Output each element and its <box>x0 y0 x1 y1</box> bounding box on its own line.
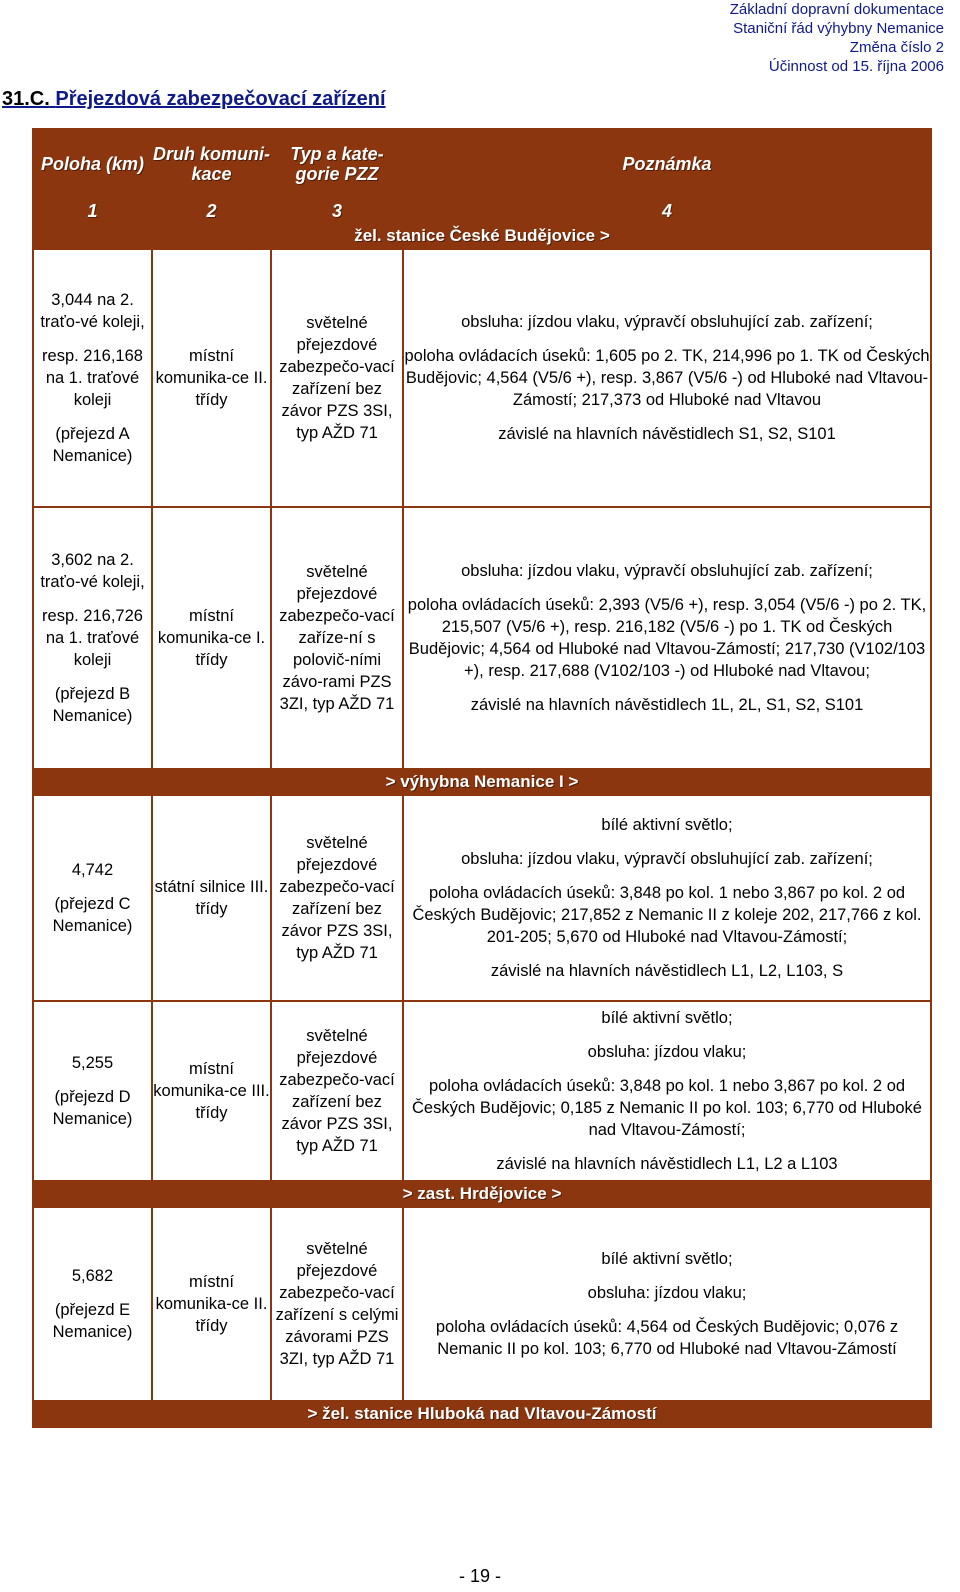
note-cell <box>403 507 931 769</box>
section-number: 31.C. <box>2 88 50 110</box>
note-line: závislé na hlavních návěstidlech 1L, 2L, S1, S2, S101 <box>470 696 864 714</box>
communication-type-cell: místní komunika-ce I. třídy <box>152 507 271 769</box>
note-line: obsluha: jízdou vlaku, výpravčí obsluhující zab. zařízení; <box>461 850 873 868</box>
pzz-type-cell: světelné přejezdové zabezpečo-vací zařízení bez závor PZS 3SI, typ AŽD 71 <box>271 1001 403 1181</box>
position-km: 3,044 na 2. traťo-vé koleji, <box>40 291 145 331</box>
note-line: bílé aktivní světlo; <box>601 1250 733 1268</box>
crossing-name: (přejezd E Nemanice) <box>52 1301 133 1341</box>
note-line: závislé na hlavních návěstidlech L1, L2 a L103 <box>496 1155 838 1173</box>
pzz-type-cell: světelné přejezdové zabezpečo-vací zařízení bez závor PZS 3SI, typ AŽD 71 <box>271 249 403 507</box>
table-header-row <box>33 129 931 199</box>
note-line: bílé aktivní světlo; <box>601 1009 733 1027</box>
section-title-text: Přejezdová zabezpečovací zařízení <box>55 88 386 110</box>
header-line-2: Staniční řád výhybny Nemanice <box>733 20 944 37</box>
separator-row <box>33 1181 931 1207</box>
position-cell <box>33 795 152 1001</box>
position-alt-km: resp. 216,168 na 1. traťové koleji <box>42 347 143 409</box>
crossing-name: (přejezd C Nemanice) <box>52 895 133 935</box>
note-line: závislé na hlavních návěstidlech L1, L2, L103, S <box>490 962 844 980</box>
pzz-type-cell: světelné přejezdové zabezpečo-vací zařízení bez závor PZS 3SI, typ AŽD 71 <box>271 795 403 1001</box>
separator-vyhybna-nemanice: > výhybna Nemanice I > <box>33 769 931 795</box>
position-cell <box>33 1207 152 1401</box>
position-km: 5,682 <box>71 1267 114 1285</box>
header-note: Poznámka <box>403 129 931 199</box>
position-km: 5,255 <box>71 1054 114 1072</box>
col-number-3: 3 <box>271 199 403 223</box>
note-cell <box>403 249 931 507</box>
separator-station-hluboka: > žel. stanice Hluboká nad Vltavou-Zámostí <box>33 1401 931 1427</box>
position-cell <box>33 249 152 507</box>
header-line-1: Základní dopravní dokumentace <box>729 1 944 18</box>
pzz-type-cell: světelné přejezdové zabezpečo-vací zaříze-ní s polovič-ními závo-rami PZS 3ZI, typ AŽD 71 <box>271 507 403 769</box>
table-row <box>33 249 931 507</box>
document-header <box>730 0 944 76</box>
table-row <box>33 1207 931 1401</box>
note-cell <box>403 795 931 1001</box>
column-number-row <box>33 199 931 223</box>
note-line: obsluha: jízdou vlaku; <box>587 1043 747 1061</box>
header-position: Poloha (km) <box>33 129 152 199</box>
table-row <box>33 1001 931 1181</box>
communication-type-cell: státní silnice III. třídy <box>152 795 271 1001</box>
header-line-4: Účinnost od 15. října 2006 <box>768 58 944 75</box>
note-line: bílé aktivní světlo; <box>601 816 733 834</box>
note-line: obsluha: jízdou vlaku; <box>587 1284 747 1302</box>
note-line: poloha ovládacích úseků: 1,605 po 2. TK, 214,996 po 1. TK od Českých Budějovic; 4,564 (V5/6 +), resp. 3,867 (V5/6 -) od Hluboké nad Vltavou-Zámostí; 217,373 od Hluboké nad Vltavou <box>404 347 930 409</box>
communication-type-cell: místní komunika-ce II. třídy <box>152 249 271 507</box>
note-line: obsluha: jízdou vlaku, výpravčí obsluhující zab. zařízení; <box>461 562 873 580</box>
separator-row <box>33 223 931 249</box>
table-row <box>33 795 931 1001</box>
position-cell <box>33 1001 152 1181</box>
communication-type-cell: místní komunika-ce II. třídy <box>152 1207 271 1401</box>
crossing-name: (přejezd A Nemanice) <box>52 425 133 465</box>
position-cell <box>33 507 152 769</box>
position-km: 4,742 <box>71 861 114 879</box>
pzz-type-cell: světelné přejezdové zabezpečo-vací zařízení s celými závorami PZS 3ZI, typ AŽD 71 <box>271 1207 403 1401</box>
header-communication-type: Druh komuni-kace <box>152 129 271 199</box>
note-line: poloha ovládacích úseků: 3,848 po kol. 1 nebo 3,867 po kol. 2 od Českých Budějovic; 217,852 z Nemanic II z koleje 202, 217,766 z kol. 201-205; 5,670 od Hluboké nad Vltavou-Zámostí; <box>412 884 922 946</box>
col-number-1: 1 <box>33 199 152 223</box>
table-row <box>33 507 931 769</box>
page-number: - 19 - <box>458 1566 501 1586</box>
crossing-name: (přejezd D Nemanice) <box>52 1088 133 1128</box>
position-alt-km: resp. 216,726 na 1. traťové koleji <box>42 607 143 669</box>
note-line: poloha ovládacích úseků: 2,393 (V5/6 +), resp. 3,054 (V5/6 -) po 2. TK, 215,507 (V5/6 +), resp. 216,182 (V5/6 -) po 1. TK od Českých Budějovic; 4,564 od Hluboké nad Vltavou-Zámostí; 217,730 (V102/103 +), resp. 217,688 (V102/103 -) od Hluboké nad Vltavou; <box>407 596 927 680</box>
communication-type-cell: místní komunika-ce III. třídy <box>152 1001 271 1181</box>
note-line: poloha ovládacích úseků: 4,564 od Českých Budějovic; 0,076 z Nemanic II po kol. 103; 6,770 od Hluboké nad Vltavou-Zámostí <box>435 1318 899 1358</box>
section-title <box>2 88 386 111</box>
note-line: poloha ovládacích úseků: 3,848 po kol. 1 nebo 3,867 po kol. 2 od Českých Budějovic; 0,185 z Nemanic II po kol. 103; 6,770 od Hluboké nad Vltavou-Zámostí; <box>412 1077 922 1139</box>
crossings-table <box>32 128 932 1428</box>
note-cell <box>403 1207 931 1401</box>
position-km: 3,602 na 2. traťo-vé koleji, <box>40 551 145 591</box>
crossing-name: (přejezd B Nemanice) <box>52 685 133 725</box>
note-cell <box>403 1001 931 1181</box>
separator-zast-hrdejovice: > zast. Hrdějovice > <box>33 1181 931 1207</box>
separator-row <box>33 1401 931 1427</box>
header-line-3: Změna číslo 2 <box>849 39 944 56</box>
separator-station-ceske-budejovice: žel. stanice České Budějovice > <box>33 223 931 249</box>
header-pzz-type: Typ a kate-gorie PZZ <box>271 129 403 199</box>
note-line: závislé na hlavních návěstidlech S1, S2, S101 <box>498 425 836 443</box>
separator-row <box>33 769 931 795</box>
col-number-2: 2 <box>152 199 271 223</box>
col-number-4: 4 <box>403 199 931 223</box>
note-line: obsluha: jízdou vlaku, výpravčí obsluhující zab. zařízení; <box>461 313 873 331</box>
